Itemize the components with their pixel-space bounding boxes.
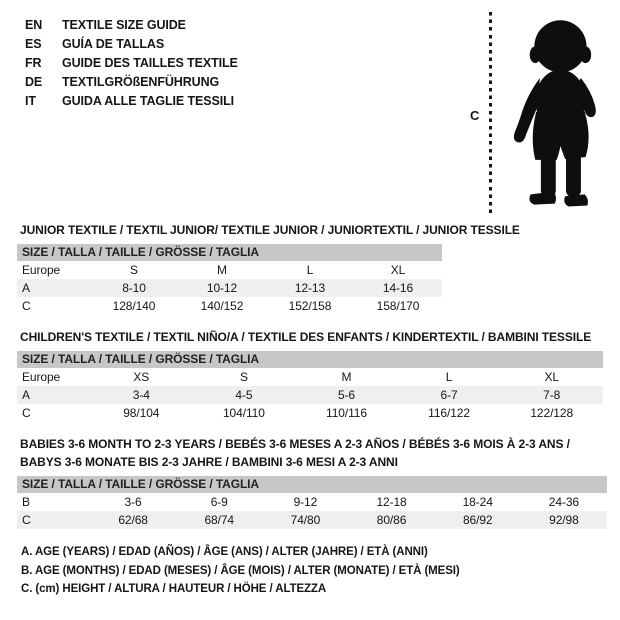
- size-cell: 10-12: [206, 281, 238, 295]
- size-cell: 5-6: [337, 388, 355, 402]
- size-cell: XL: [390, 263, 406, 277]
- size-cell: L: [306, 263, 314, 277]
- size-cell: 8-10: [122, 281, 146, 295]
- size-cell: L: [445, 370, 453, 384]
- size-cell: 128/140: [112, 299, 156, 313]
- language-code: IT: [25, 94, 36, 108]
- size-header-band: [17, 351, 603, 368]
- language-title: TEXTILGRÖßENFÜHRUNG: [62, 75, 220, 89]
- size-cell: 110/116: [326, 406, 367, 420]
- size-header-band-label: SIZE / TALLA / TAILLE / GRÖSSE / TAGLIA: [17, 476, 607, 493]
- size-cell: 9-12: [293, 495, 318, 509]
- size-cell: 18-24: [462, 495, 493, 509]
- height-figure: [470, 8, 620, 215]
- row-label: A: [22, 388, 30, 402]
- size-cell: 80/86: [376, 513, 407, 527]
- size-cell: 3-6: [124, 495, 142, 509]
- legend-line-b: B. AGE (MONTHS) / EDAD (MESES) / ÂGE (MOIS) / ALTER (MONATE) / ETÀ (MESI): [21, 564, 460, 577]
- size-header-band: [17, 244, 442, 261]
- table-row: [17, 297, 442, 315]
- size-cell: M: [341, 370, 352, 384]
- table-row: [17, 511, 607, 529]
- table-row: [17, 404, 603, 422]
- measurement-legend: [17, 543, 620, 599]
- size-cell: 6-9: [210, 495, 228, 509]
- language-title: TEXTILE SIZE GUIDE: [62, 18, 186, 32]
- size-cell: XL: [544, 370, 559, 384]
- row-label: C: [22, 406, 31, 420]
- babies-size-table: [17, 476, 607, 529]
- size-cell: 152/158: [288, 299, 332, 313]
- header: [0, 0, 620, 222]
- size-cell: 74/80: [290, 513, 321, 527]
- size-cell: 62/68: [118, 513, 148, 527]
- junior-size-table: [17, 244, 442, 315]
- size-header-band-label: SIZE / TALLA / TAILLE / GRÖSSE / TAGLIA: [17, 244, 442, 261]
- language-code: ES: [25, 37, 42, 51]
- row-label: Europe: [22, 370, 61, 384]
- table-row: [17, 279, 442, 297]
- size-cell: 86/92: [462, 513, 493, 527]
- toddler-silhouette-icon: [499, 8, 620, 215]
- table-row: [17, 386, 603, 404]
- language-code: EN: [25, 18, 43, 32]
- size-cell: 68/74: [204, 513, 234, 527]
- table-row: [17, 261, 442, 279]
- row-label: B: [22, 495, 30, 509]
- size-cell: 6-7: [440, 388, 458, 402]
- size-cell: 14-16: [382, 281, 414, 295]
- size-cell: 104/110: [222, 406, 265, 420]
- size-cell: S: [130, 263, 138, 277]
- language-title: GUIDE DES TAILLES TEXTILE: [62, 56, 238, 70]
- table-title: CHILDREN'S TEXTILE / TEXTIL NIÑO/A / TEXTILE DES ENFANTS / KINDERTEXTIL / BAMBINI TESSILE: [20, 330, 592, 344]
- size-cell: 116/122: [428, 406, 470, 420]
- size-header-band: [17, 476, 607, 493]
- childrens-table-section: [17, 329, 620, 422]
- size-cell: 7-8: [543, 388, 561, 402]
- size-header-band-label: SIZE / TALLA / TAILLE / GRÖSSE / TAGLIA: [17, 351, 603, 368]
- childrens-size-table: [17, 351, 603, 422]
- size-cell: 158/170: [376, 299, 420, 313]
- size-cell: 12-18: [376, 495, 407, 509]
- row-label: C: [22, 513, 31, 527]
- language-list: [25, 16, 238, 111]
- size-cell: 4-5: [235, 388, 253, 402]
- language-code: FR: [25, 56, 42, 70]
- language-code: DE: [25, 75, 43, 89]
- language-title: GUIDA ALLE TAGLIE TESSILI: [62, 94, 235, 108]
- height-measure-label: C: [470, 108, 480, 123]
- legend-line-c: C. (cm) HEIGHT / ALTURA / HAUTEUR / HÖHE / ALTEZZA: [21, 583, 327, 595]
- legend-line-a: A. AGE (YEARS) / EDAD (AÑOS) / ÂGE (ANS) / ALTER (JAHRE) / ETÀ (ANNI): [21, 546, 428, 558]
- size-cell: 98/104: [123, 406, 160, 420]
- table-title: BABIES 3-6 MONTH TO 2-3 YEARS / BEBÉS 3-6 MESES A 2-3 AÑOS / BÉBÉS 3-6 MOIS À 2-3 ANS /: [20, 437, 570, 451]
- size-cell: 140/152: [200, 299, 244, 313]
- row-label: A: [22, 281, 30, 295]
- junior-table-section: [17, 222, 620, 315]
- row-label: Europe: [22, 263, 61, 277]
- language-title: GUÍA DE TALLAS: [62, 37, 165, 51]
- table-row: [17, 368, 603, 386]
- babies-table-section: [17, 436, 620, 529]
- tables-area: [0, 222, 620, 599]
- size-cell: 3-4: [132, 388, 150, 402]
- size-cell: S: [239, 370, 248, 384]
- size-cell: 122/128: [530, 406, 574, 420]
- row-label: C: [22, 299, 31, 313]
- height-dotted-line: [489, 12, 492, 214]
- size-cell: 24-36: [548, 495, 579, 509]
- table-row: [17, 493, 607, 511]
- size-cell: 92/98: [549, 513, 579, 527]
- size-cell: XS: [133, 370, 150, 384]
- table-title: JUNIOR TEXTILE / TEXTIL JUNIOR/ TEXTILE JUNIOR / JUNIORTEXTIL / JUNIOR TESSILE: [20, 223, 520, 237]
- size-cell: 12-13: [294, 281, 326, 295]
- size-cell: M: [217, 263, 227, 277]
- table-title-line2: BABYS 3-6 MONATE BIS 2-3 JAHRE / BAMBINI 3-6 MESI A 2-3 ANNI: [20, 455, 398, 469]
